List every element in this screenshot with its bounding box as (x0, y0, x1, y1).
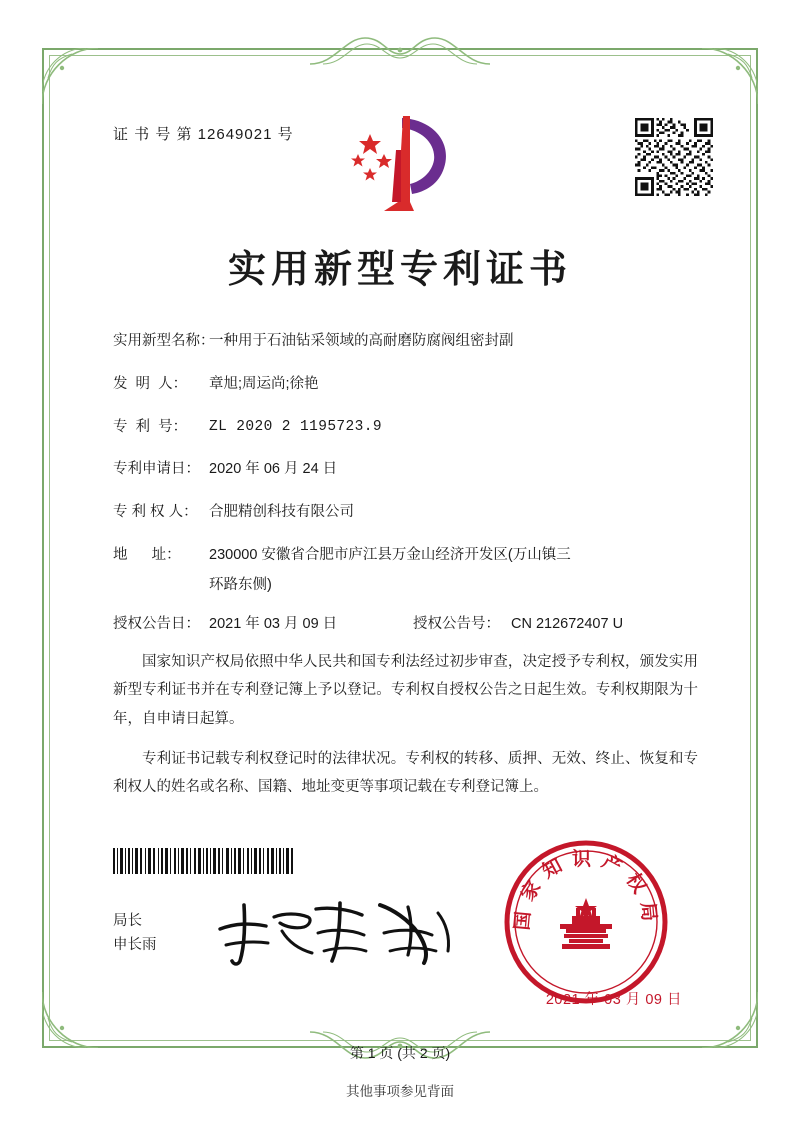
field-label: 实用新型名称： (113, 333, 215, 349)
certificate-number: 证 书 号 第 12649021 号 (113, 126, 294, 143)
signature-role: 局长 (113, 913, 142, 929)
field-label: 地 址： (113, 546, 181, 563)
seal-date: 2021 年 03 月 09 日 (545, 992, 682, 1008)
field-patent-number (113, 417, 698, 439)
official-seal-icon (502, 838, 670, 1006)
signature-block (113, 910, 157, 958)
field-value: ZL 2020 2 1195723.9 (209, 418, 382, 435)
field-value: 一种用于石油钻采领域的高耐磨防腐阀组密封副 (209, 333, 514, 349)
field-grant-date (113, 614, 413, 636)
field-address (113, 545, 698, 567)
field-label: 专利申请日： (113, 461, 200, 478)
svg-text:国家知识产权局: 国家知识产权局 (512, 849, 660, 932)
field-patentee (113, 502, 698, 524)
field-address-line2: 环路东侧) (209, 576, 272, 593)
field-value: CN 212672407 U (511, 615, 624, 632)
field-value: 合肥精创科技有限公司 (209, 504, 354, 520)
barcode-icon (113, 848, 293, 874)
certificate-content (42, 48, 758, 1061)
cnipa-logo-icon (340, 110, 460, 220)
field-grant-publication-number (413, 614, 623, 636)
field-label: 专 利 权 人： (113, 504, 198, 520)
field-value: 230000 安徽省合肥市庐江县万金山经济开发区(万山镇三 (209, 546, 571, 563)
page-title: 实用新型专利证书 (227, 249, 572, 291)
paragraph-2: 专利证书记载专利权登记时的法律状况。专利权的转移、质押、无效、终止、恢复和专利权人的姓名或名称、国籍、地址变更等事项记载在专利登记簿上。 (113, 750, 698, 796)
footnote: 其他事项参见背面 (346, 1084, 454, 1099)
field-inventors (113, 374, 698, 396)
handwritten-signature-icon (212, 893, 462, 973)
field-value: 章旭;周运尚;徐艳 (209, 375, 319, 392)
field-value: 2021 年 03 月 09 日 (209, 615, 338, 632)
field-label: 授权公告号： (413, 615, 500, 632)
signature-name: 申长雨 (113, 936, 157, 953)
field-grant-row (113, 614, 698, 636)
field-utility-model-name (113, 331, 698, 353)
field-value: 2020 年 06 月 24 日 (209, 461, 338, 478)
body-text (113, 648, 698, 813)
field-application-date (113, 459, 698, 481)
page-indicator: 第 1 页 (共 2 页) (349, 1045, 451, 1061)
paragraph-1: 国家知识产权局依照中华人民共和国专利法经过初步审查，决定授予专利权，颁发实用新型专利证书并在专利登记簿上予以登记。专利权自授权公告之日起生效。专利权期限为十年，自申请日起算。 (113, 654, 698, 727)
field-label: 发 明 人： (113, 375, 188, 392)
qr-code-icon (635, 118, 713, 196)
field-label: 专 利 号： (113, 418, 188, 435)
fields-list (113, 331, 698, 656)
field-label: 授权公告日： (113, 615, 200, 632)
